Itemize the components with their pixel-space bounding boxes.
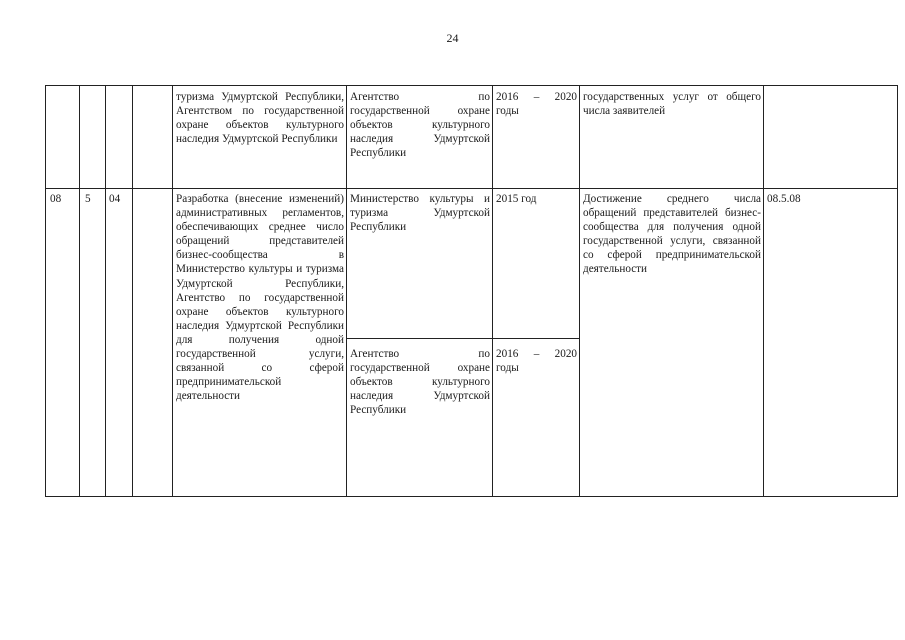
subrow-divider — [346, 338, 579, 339]
column-divider — [579, 85, 580, 497]
row1-measure: туризма Удмуртской Республики, Агентством по государственной охране объектов культурного наследия Удмуртской Республики — [176, 91, 344, 146]
row2-measure: Разработка (внесение изменений) административных регламентов, обеспечивающих среднее число обращений представителей бизнес-сообщества в Министерство культуры и туризма Удмуртской Республики, Агентство по государственной охране объектов культурного наследия Удмуртской Республики для получения одной государственной услуги, связанной со сферой предпринимательской деятельности — [176, 193, 344, 403]
row2-section-number: 08 — [50, 193, 62, 205]
row1-indicator: государственных услуг от общего числа заявителей — [583, 91, 761, 118]
column-divider — [132, 85, 133, 497]
row1-term: 2016 – 2020 годы — [496, 91, 577, 118]
column-divider — [105, 85, 106, 497]
column-divider — [346, 85, 347, 497]
plan-table — [45, 85, 898, 497]
row2-term-2015: 2015 год — [496, 193, 537, 205]
row2-executor-agency: Агентство по государственной охране объектов культурного наследия Удмуртской Республики — [350, 348, 490, 417]
row2-term-2016-2020: 2016 – 2020 годы — [496, 348, 577, 375]
row2-executor-ministry: Министерство культуры и туризма Удмуртской Республики — [350, 193, 490, 234]
column-divider — [79, 85, 80, 497]
row2-code: 08.5.08 — [767, 193, 801, 205]
column-divider — [763, 85, 764, 497]
table-left-border — [45, 85, 46, 497]
table-right-border — [897, 85, 898, 497]
row2-item-number: 04 — [109, 193, 121, 205]
column-divider — [172, 85, 173, 497]
page-number: 24 — [446, 31, 459, 45]
row2-task-number: 5 — [85, 193, 91, 205]
row2-indicator: Достижение среднего числа обращений представителей бизнес-сообщества для получения одной государственной услуги, связанной со сферой предпринимательской деятельности — [583, 193, 761, 276]
column-divider — [492, 85, 493, 497]
row1-executor: Агентство по государственной охране объектов культурного наследия Удмуртской Республики — [350, 91, 490, 160]
